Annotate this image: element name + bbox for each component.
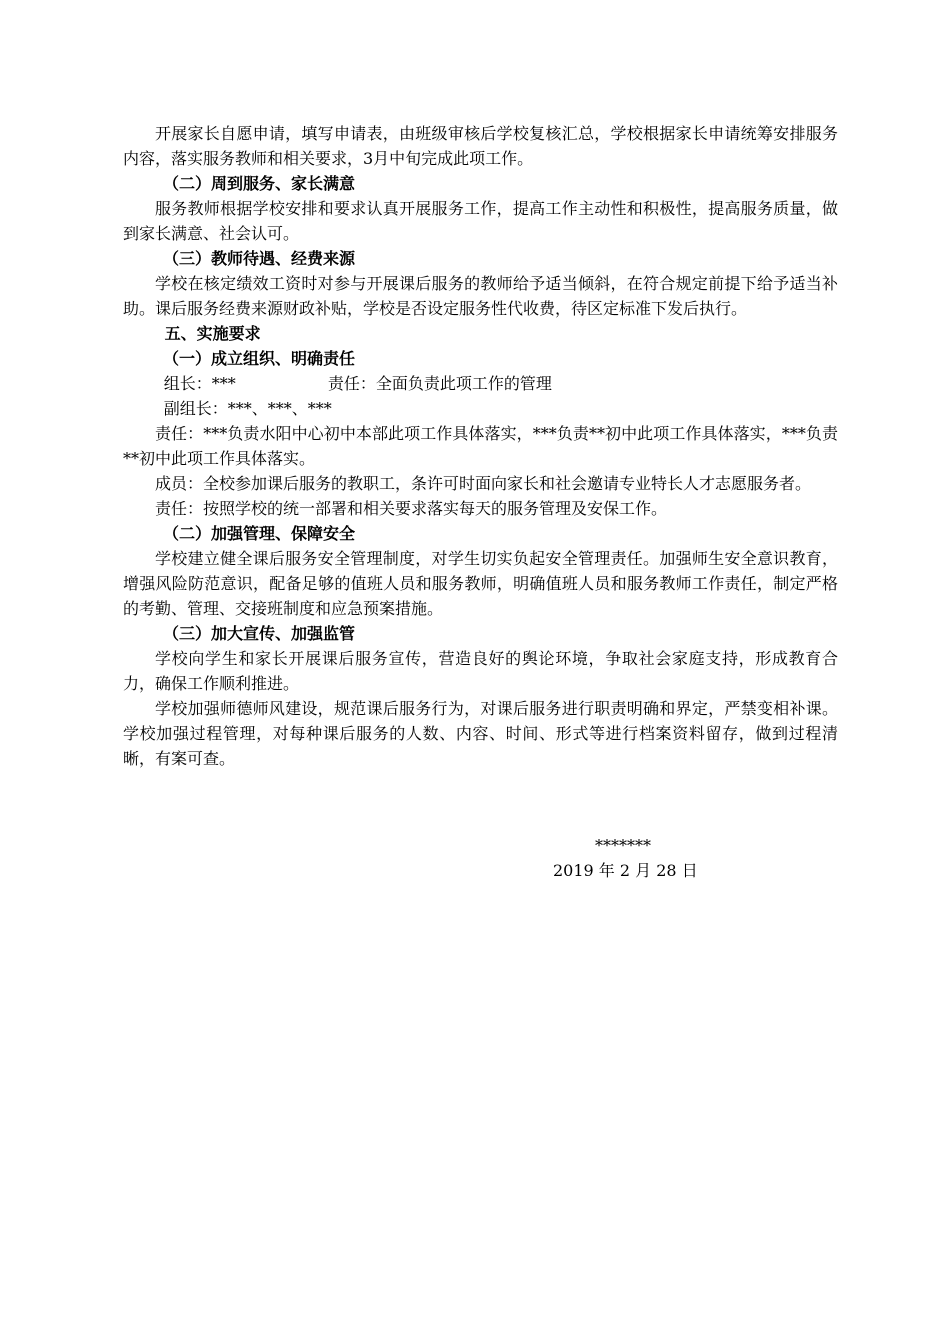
body-paragraph: 学校在核定绩效工资时对参与开展课后服务的教师给予适当倾斜，在符合规定前提下给予适当补助。课后服务经费来源财政补贴，学校是否设定服务性代收费，待区定标准下发后执行。 xyxy=(123,274,838,318)
subsection-heading: （二）周到服务、家长满意 xyxy=(163,174,356,193)
document-body xyxy=(123,121,838,771)
body-paragraph: 责任：按照学校的统一部署和相关要求落实每天的服务管理及安保工作。 xyxy=(155,499,668,518)
subsection-heading: （三）加大宣传、加强监管 xyxy=(163,624,356,643)
body-paragraph: 开展家长自愿申请，填写申请表，由班级审核后学校复核汇总，学校根据家长申请统筹安排服务内容，落实服务教师和相关要求，3月中旬完成此项工作。 xyxy=(123,124,838,168)
text-block-1 xyxy=(123,121,838,371)
group-leader-line xyxy=(123,371,838,396)
subsection-heading: （三）教师待遇、经费来源 xyxy=(163,249,356,268)
subsection-heading: （二）加强管理、保障安全 xyxy=(163,524,356,543)
body-paragraph: 服务教师根据学校安排和要求认真开展服务工作，提高工作主动性和积极性，提高服务质量，做到家长满意、社会认可。 xyxy=(123,199,838,243)
body-paragraph: 学校建立健全课后服务安全管理制度，对学生切实负起安全管理责任。加强师生安全意识教育，增强风险防范意识，配备足够的值班人员和服务教师，明确值班人员和服务教师工作责任，制定严格的考勤、管理、交接班制度和应急预案措施。 xyxy=(123,549,838,618)
body-paragraph: 学校向学生和家长开展课后服务宣传，营造良好的舆论环境，争取社会家庭支持，形成教育合力，确保工作顺利推进。 xyxy=(123,649,838,693)
text-block-2 xyxy=(123,421,838,771)
section-heading: 五、实施要求 xyxy=(164,324,261,343)
body-paragraph: 成员：全校参加课后服务的教职工，条许可时面向家长和社会邀请专业特长人才志愿服务者。 xyxy=(155,474,812,493)
signature-name: ******* xyxy=(595,836,651,855)
group-leader-label: 组长：*** xyxy=(163,374,236,393)
subsection-heading: （一）成立组织、明确责任 xyxy=(163,349,356,368)
body-paragraph: 学校加强师德师风建设，规范课后服务行为，对课后服务进行职责明确和界定，严禁变相补课。学校加强过程管理，对每种课后服务的人数、内容、时间、形式等进行档案资料留存，做到过程清晰，有案可查。 xyxy=(123,699,838,768)
signature-date: 2019 年 2 月 28 日 xyxy=(553,861,698,880)
group-leader-responsibility: 责任：全面负责此项工作的管理 xyxy=(327,374,552,393)
deputy-leader-line: 副组长：***、***、*** xyxy=(163,399,332,418)
body-paragraph: 责任：***负责水阳中心初中本部此项工作具体落实，***负责**初中此项工作具体落实，***负责**初中此项工作具体落实。 xyxy=(123,424,838,468)
